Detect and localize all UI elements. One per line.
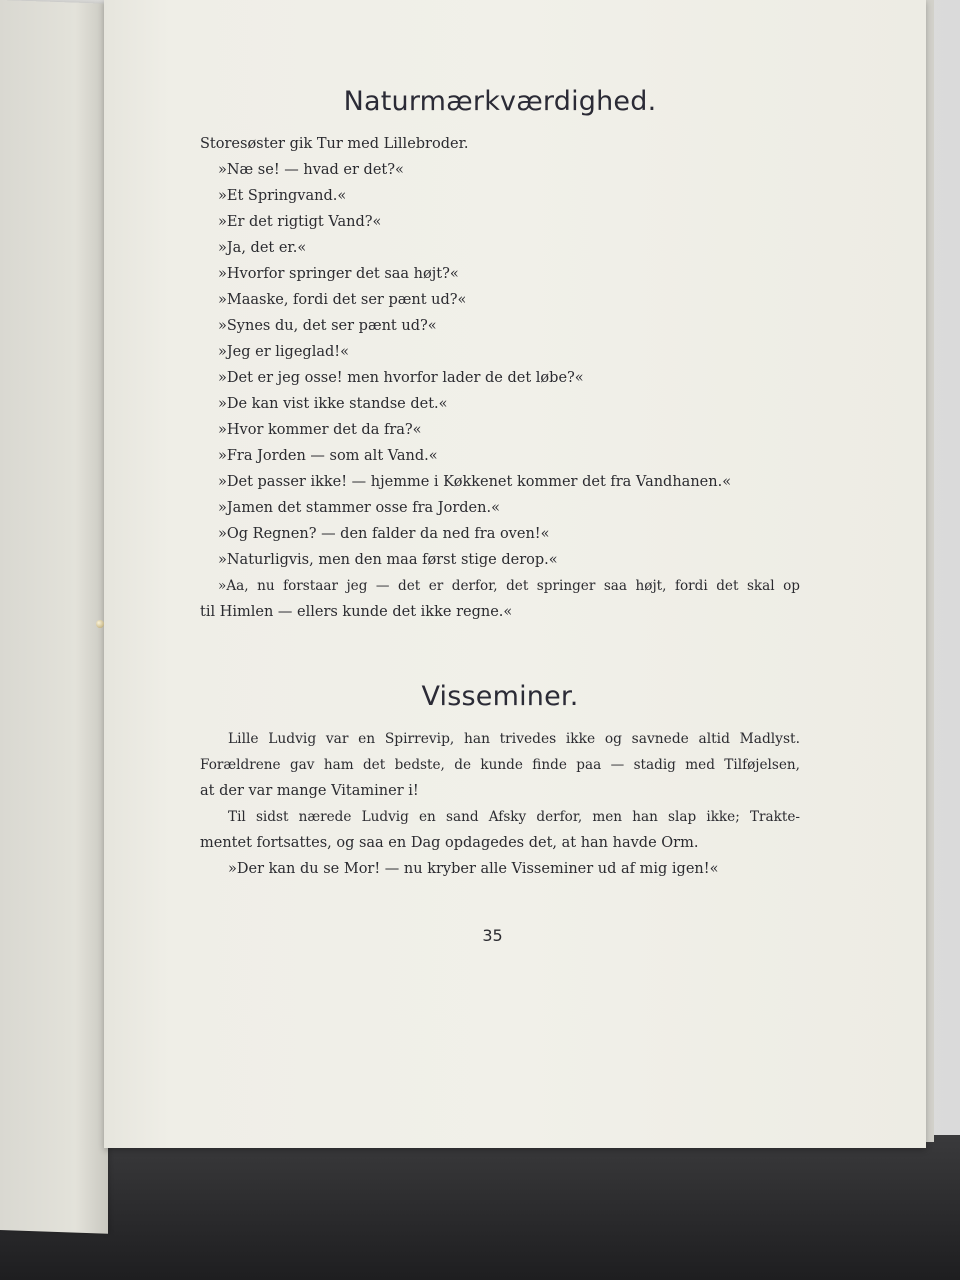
text-line: »Hvorfor springer det saa højt?« [218, 266, 459, 282]
text-line: »Aa, nu forstaar jeg — det er derfor, det springer saa højt, fordi det skal op [218, 578, 800, 594]
text-line: »Det er jeg osse! men hvorfor lader de det løbe?« [218, 370, 584, 386]
text-line: »Jamen det stammer osse fra Jorden.« [218, 500, 500, 516]
text-line: Til sidst nærede Ludvig en sand Afsky derfor, men han slap ikke; Trakte- [228, 809, 800, 825]
text-line: mentet fortsattes, og saa en Dag opdagedes det, at han havde Orm. [200, 835, 699, 851]
story-body-visseminer [200, 726, 800, 882]
text-line: »Fra Jorden — som alt Vand.« [218, 448, 438, 464]
story-title-visseminer: Visseminer. [421, 681, 579, 712]
text-line: »Er det rigtigt Vand?« [218, 214, 382, 230]
text-line: »Det passer ikke! — hjemme i Køkkenet kommer det fra Vandhanen.« [218, 474, 732, 490]
text-line: »Et Springvand.« [218, 188, 347, 204]
text-line: Storesøster gik Tur med Lillebroder. [200, 136, 469, 152]
page-content [200, 80, 800, 882]
text-line: »Ja, det er.« [218, 240, 307, 256]
left-page [0, 0, 108, 1234]
text-line: »Der kan du se Mor! — nu kryber alle Visseminer ud af mig igen!« [228, 861, 719, 877]
text-line: Forældrene gav ham det bedste, de kunde finde paa — stadig med Tilføjelsen, [200, 757, 800, 773]
text-line: »De kan vist ikke standse det.« [218, 396, 448, 412]
staple [96, 620, 104, 628]
page-edge [926, 0, 934, 1142]
text-line: »Hvor kommer det da fra?« [218, 422, 422, 438]
text-line: »Synes du, det ser pænt ud?« [218, 318, 437, 334]
background-table [0, 1135, 960, 1280]
text-line: »Maaske, fordi det ser pænt ud?« [218, 292, 467, 308]
text-line: »Naturligvis, men den maa først stige derop.« [218, 552, 558, 568]
text-line: at der var mange Vitaminer i! [200, 783, 419, 799]
text-line: »Næ se! — hvad er det?« [218, 162, 404, 178]
text-line: »Jeg er ligeglad!« [218, 344, 349, 360]
text-line: »Og Regnen? — den falder da ned fra oven!« [218, 526, 550, 542]
text-line: Lille Ludvig var en Spirrevip, han trivedes ikke og savnede altid Madlyst. [228, 731, 800, 747]
story-body-naturmaerkvaerdighed [200, 131, 800, 625]
text-line: til Himlen — ellers kunde det ikke regne.« [200, 604, 513, 620]
story-title-naturmaerkvaerdighed: Naturmærkværdighed. [343, 86, 657, 117]
page-number: 35 [482, 926, 503, 945]
